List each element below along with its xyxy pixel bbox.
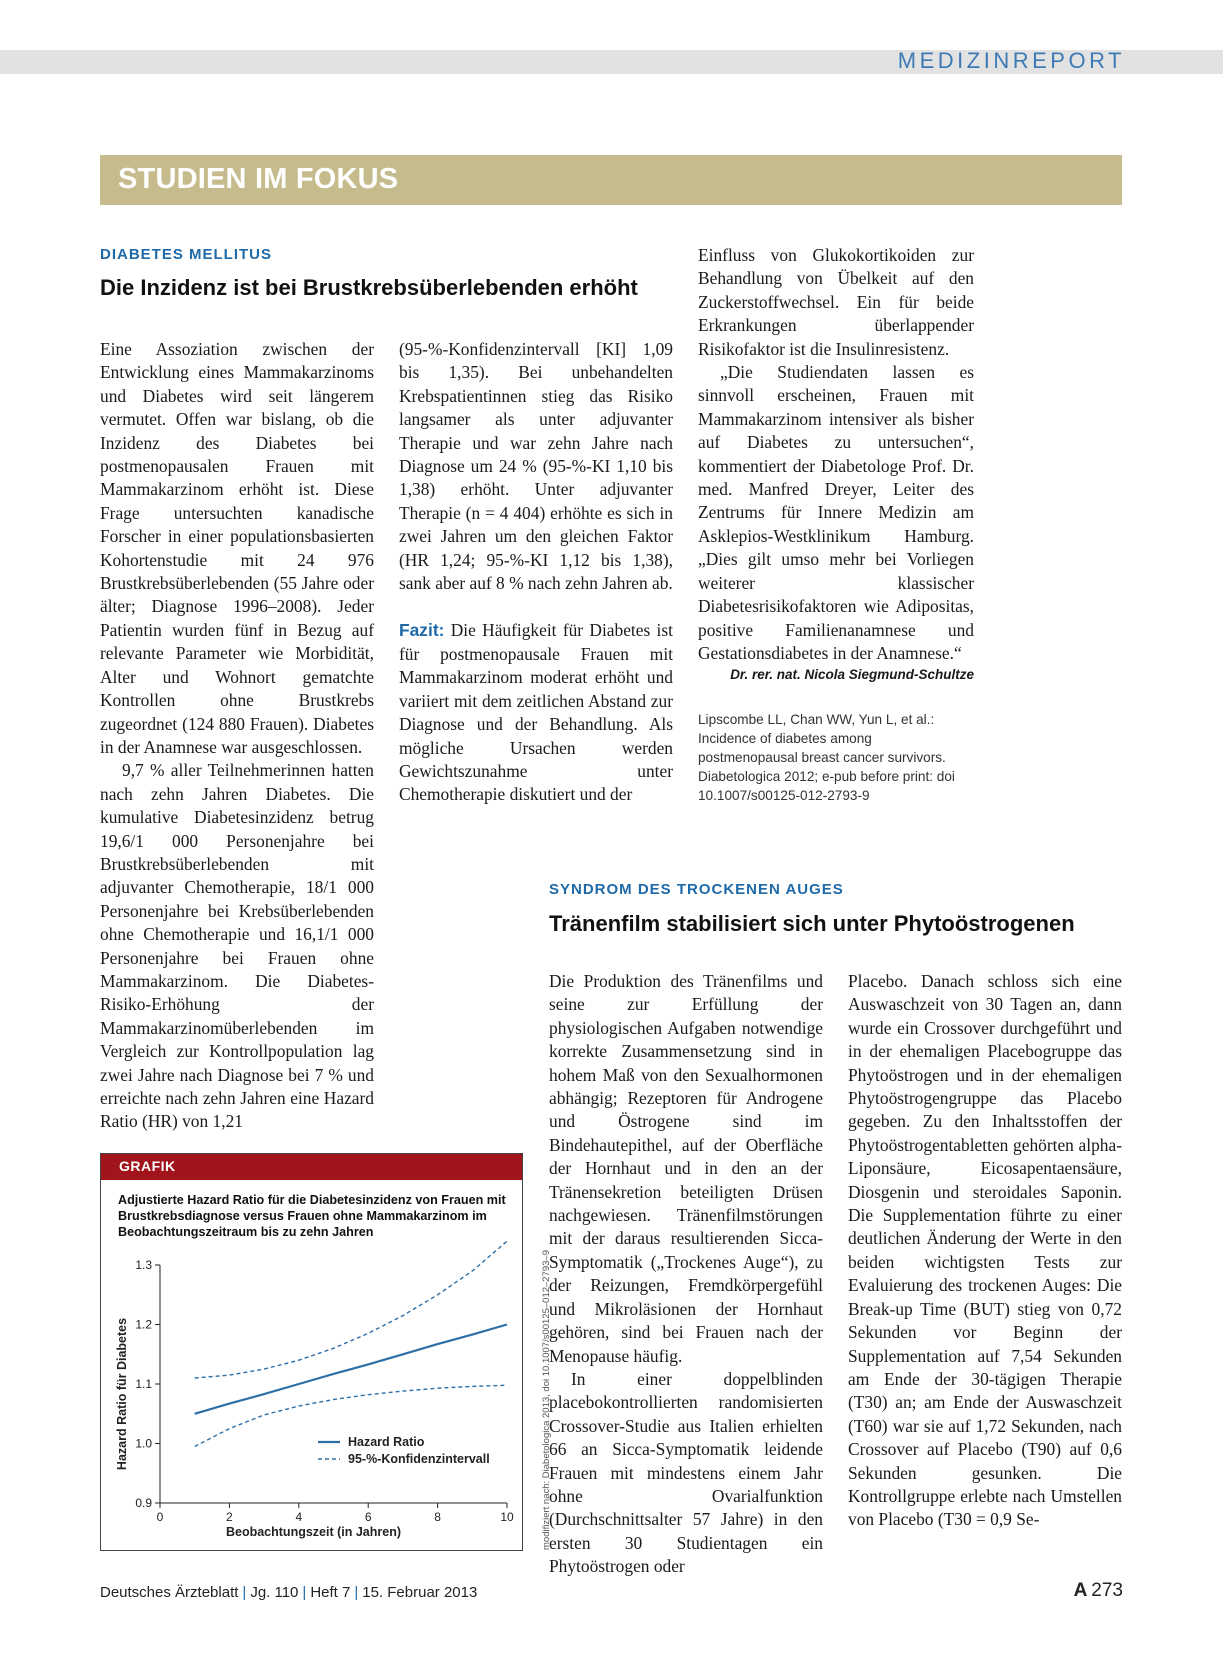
section-banner [100,155,1122,205]
article1-column-1 [100,338,374,1134]
x-tick-label: 0 [156,1510,164,1524]
y-tick-label: 1.0 [135,1436,152,1451]
paragraph: Einfluss von Glukokortikoiden zur Behandlung von Übelkeit auf den Zuckerstoffwechsel. Ein für beide Erkrankungen überlappender Risikofaktor ist die Insulinresistenz. [698,245,974,359]
page-number-value: 273 [1091,1580,1123,1601]
x-tick-label: 2 [226,1510,233,1524]
paragraph: Eine Assoziation zwischen der Entwicklung eines Mammakarzinoms und Diabetes wird seit längerem vermutet. Offen war bislang, ob die Inzidenz des Diabetes bei postmenopausalen Frauen mit Mammakarzinom erhöht ist. Diese Frage untersuchten kanadische Forscher in einer populationsbasierten Kohortenstudie mit 24 976 Brustkrebsüberlebenden (55 Jahre oder älter; Diagnose 1996–2008). Jeder Patientin wurden fünf in Bezug auf relevante Parameter wie Morbidität, Alter und Wohnort gematchte Kontrollen ohne Brustkrebs zugeordnet (124 880 Frauen). Diabetes in der Anamnese war ausgeschlossen. [100,339,374,757]
page-footer [100,1584,477,1601]
divider: | [302,1584,307,1601]
legend-label: 95-%-Konfidenzintervall [348,1452,490,1466]
fazit-paragraph [399,619,673,806]
y-tick-label: 0.9 [135,1496,152,1510]
paragraph: „Die Studiendaten lassen es sinnvoll erscheinen, Frauen mit Mammakarzinom intensiver als bisher auf Diabetes zu untersuchen“, kommentiert der Diabetologe Prof. Dr. med. Manfred Dreyer, Leiter des Zentrums für Innere Medizin am Asklepios-Westklinikum Hamburg. „Dies gilt umso mehr bei Vorliegen weiterer klassischer Diabetesrisikofaktoren wie Adipositas, positive Familienanamnese und Gestationsdiabetes in der Anamnese.“ [698,362,974,663]
paragraph: Die Produktion des Tränenfilms und seine zur Erfüllung der physiologischen Aufgaben notwendige korrekte Zusammensetzung sind in hohem Maß von den Sexualhormonen abhängig; Rezeptoren für Androgene und Östrogene sind im Bindehautepithel, auf der Oberfläche der Hornhaut und in den an der Tränensekretion beteiligten Drüsen nachgewiesen. Tränenfilmstörungen mit der daraus resultierenden Sicca-Symptomatik („Trockenes Auge“), zu der Reizungen, Fremdkörpergefühl und Mikroläsionen der Hornhaut gehören, sind bei Frauen nach der Menopause häufig. [549,971,823,1366]
paragraph: (95-%-Konfidenzintervall [KI] 1,09 bis 1,35). Bei unbehandelten Krebspatientinnen stieg das Risiko langsamer als unter adjuvanter Therapie und war zehn Jahre nach Diagnose um 24 % (95-%-KI 1,10 bis 1,38) erhöht. Unter adjuvanter Therapie (n = 4 404) erhöhte es sich in zwei Jahren um den gleichen Faktor (HR 1,24; 95-%-KI 1,12 bis 1,38), sank aber auf 8 % nach zehn Jahren ab. [399,339,673,594]
issue: Heft 7 [310,1584,351,1601]
section-label: MEDIZINREPORT [897,48,1125,73]
fazit-text: Die Häufigkeit für Diabetes ist für postmenopausale Frauen mit Mammakarzinom moderat erhöht und variiert mit dem zeitlichen Abstand zur Diagnose und der Behandlung. Als mögliche Ursachen werden Gewichtszunahme unter Chemotherapie diskutiert und der [399,620,673,805]
page-number [1074,1580,1123,1602]
x-tick-label: 4 [295,1510,303,1524]
article2-column-1 [549,970,823,1579]
divider: | [354,1584,359,1601]
issue-date: 15. Februar 2013 [362,1584,478,1601]
fazit-label: Fazit: [399,620,445,641]
article1-column-2 [399,338,673,807]
article1-kicker: DIABETES MELLITUS [100,246,273,263]
paragraph: In einer doppelblinden placebokontrollierten randomisierten Crossover-Studie aus Italien erhielten 66 an Sicca-Symptomatik leidende Frauen mit mindestens einem Jahr ohne Ovarialfunktion (Durchschnittsalter 57 Jahre) in den ersten 30 Studientagen ein Phytoöstrogen oder [549,1368,823,1577]
page-prefix: A [1073,1580,1088,1601]
article1-column-3 [698,244,974,665]
article1-headline: Die Inzidenz ist bei Brustkrebsüberlebenden erhöht [100,275,638,300]
x-tick-label: 10 [500,1510,514,1524]
y-tick-label: 1.3 [135,1258,152,1272]
figure-header-label: GRAFIK [119,1158,176,1174]
paragraph: 9,7 % aller Teilnehmerinnen hatten nach zehn Jahren Diabetes. Die kumulative Diabetesinzidenz betrug 19,6/1 000 Personenjahre bei Brustkrebsüberlebenden mit adjuvanter Chemotherapie, 18/1 000 Personenjahre bei Krebsüberlebenden ohne Chemotherapie und 16,1/1 000 Personenjahre bei Frauen ohne Mammakarzinom. Die Diabetes-Risiko-Erhöhung der Mammakarzinomüberlebenden im Vergleich zur Kontrollpopulation lag zwei Jahre nach Diagnose bei 7 % und erreichte nach zehn Jahren eine Hazard Ratio (HR) von 1,21 [100,760,374,1132]
figure-title: Adjustierte Hazard Ratio für die Diabetesinzidenz von Frauen mit Brustkrebsdiagnose versus Frauen ohne Mammakarzinom im Beobachtungszeitraum bis zu zehn Jahren [118,1193,506,1239]
x-tick-label: 6 [364,1510,372,1524]
author-byline: Dr. rer. nat. Nicola Siegmund-Schultze [730,667,974,682]
banner-title: STUDIEN IM FOKUS [118,163,399,195]
paragraph: Placebo. Danach schloss sich eine Auswaschzeit von 30 Tagen an, dann wurde ein Crossover durchgeführt und in der ehemaligen Placebogruppe das Phytoöstrogen und in der ehemaligen Phytoöstrogengruppe das Placebo gegeben. Zu den Inhaltsstoffen der Phytoöstrogentabletten gehörten alpha-Liponsäure, Eicosapentaensäure, Diosgenin und steroidales Saponin. Die Supplementation führte zu einer deutlichen Änderung der Werte in den beiden wichtigsten Tests zur Evaluierung des trockenen Auges: Die Break-up Time (BUT) stieg von 0,72 Sekunden vor Beginn der Supplementation auf 7,54 Sekunden am Ende der 30-tägigen Therapie (T30) an; am Ende der Auswaschzeit (T60) war sie auf 1,72 Sekunden, nach Crossover auf Placebo (T90) auf 0,6 Sekunden gesunken. Die Kontrollgruppe erlebte nach Umstellen von Placebo (T30 = 0,9 Se- [848,971,1122,1530]
hazard-ratio-chart [100,1153,523,1551]
hazard-ratio-line [195,1325,507,1414]
x-axis-label: Beobachtungszeit (in Jahren) [225,1525,402,1539]
journal-name: Deutsches Ärzteblatt [100,1584,239,1601]
figure-credit: modifiziert nach: Diabetologica 2013, doi 10.1007/s00125–012–2793–9 [541,1249,552,1550]
x-tick-label: 8 [434,1510,441,1524]
divider: | [242,1584,247,1601]
reference: Lipscombe LL, Chan WW, Yun L, et al.: Incidence of diabetes among postmenopausal breast cancer survivors. Diabetologica 2012; e-pub before print: doi 10.1007/s00125-012-2793-9 [698,712,955,803]
volume: Jg. 110 [250,1584,299,1601]
y-tick-label: 1.1 [135,1377,152,1391]
confidence-interval-line [195,1241,507,1378]
article2-kicker: SYNDROM DES TROCKENEN AUGES [549,881,844,898]
y-axis-label: Hazard Ratio für Diabetes [115,1317,129,1471]
article2-headline: Tränenfilm stabilisiert sich unter Phytoöstrogenen [549,911,1075,936]
y-tick-label: 1.2 [135,1317,152,1332]
legend-label: Hazard Ratio [348,1435,425,1449]
article2-column-2 [848,970,1122,1532]
